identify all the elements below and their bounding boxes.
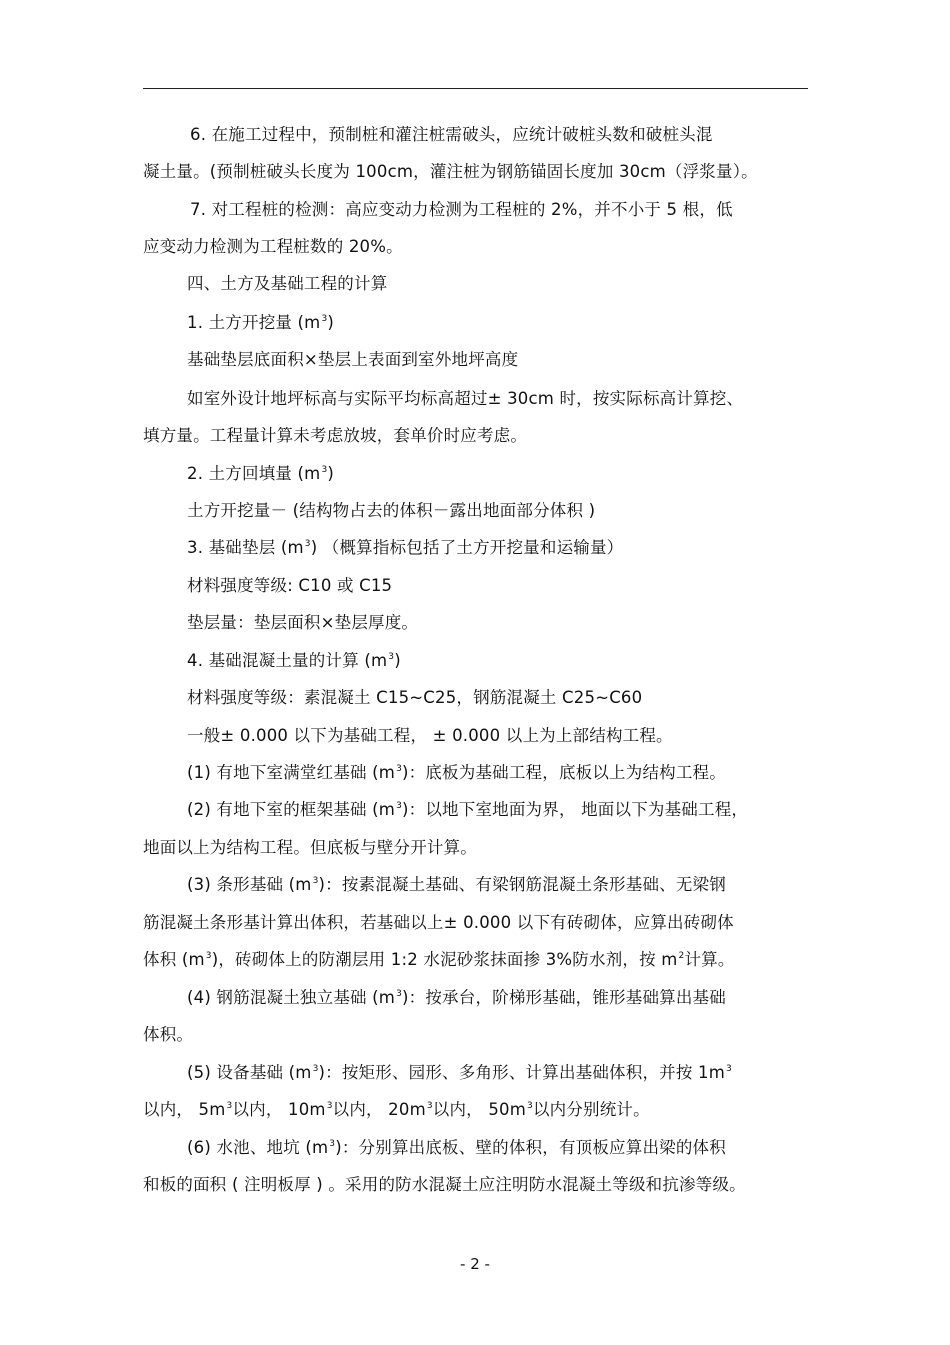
page-number: - 2 -	[460, 1255, 490, 1273]
text-line: 材料强度等级: C10 或 C15	[187, 576, 393, 595]
text-line: 以内， $5m^3$以内， $10m^3$以内， $20m^3$以内， $50m^3$以内分别统计。	[143, 1100, 650, 1119]
text-line: (5) 设备基础 $(m^3)$：按矩形、园形、多角形、计算出基础体积，并按 $1m^3$	[187, 1063, 732, 1082]
text-line: 体积。	[143, 1025, 194, 1044]
header-rule	[143, 88, 808, 89]
section-heading: 四、土方及基础工程的计算	[187, 274, 388, 293]
text-line: 一般± 0.000 以下为基础工程， ± 0.000 以上为上部结构工程。	[187, 726, 673, 745]
text-line: 材料强度等级：素混凝土 C15~C25，钢筋混凝土 C25~C60	[187, 688, 643, 707]
text-line: 筋混凝土条形基计算出体积，若基础以上± 0.000 以下有砖砌体，应算出砖砌体	[143, 913, 734, 932]
text-line: (1) 有地下室满堂红基础 $(m^3)$：底板为基础工程，底板以上为结构工程。	[187, 763, 726, 782]
text-line: 6. 在施工过程中，预制桩和灌注桩需破头，应统计破桩头数和破桩头混	[190, 125, 713, 144]
text-line: (6) 水池、地坑 $(m^3)$：分别算出底板、壁的体积，有顶板应算出梁的体积	[187, 1138, 726, 1157]
text-line: 基础垫层底面积×垫层上表面到室外地坪高度	[187, 350, 519, 369]
text-line: 4. 基础混凝土量的计算 $(m^3)$	[187, 651, 401, 670]
text-line: 和板的面积 ( 注明板厚 ) 。采用的防水混凝土应注明防水混凝土等级和抗渗等级。	[143, 1175, 746, 1194]
text-line: (2) 有地下室的框架基础 $(m^3)$：以地下室地面为界， 地面以下为基础工程，	[187, 800, 749, 819]
text-line: 应变动力检测为工程桩数的 20%。	[143, 237, 403, 256]
text-line: 1. 土方开挖量 $(m^3)$	[187, 313, 335, 332]
text-line: (3) 条形基础 $(m^3)$：按素混凝土基础、有梁钢筋混凝土条形基础、无梁钢	[187, 875, 726, 894]
text-line: (4) 钢筋混凝土独立基础 $(m^3)$：按承台，阶梯形基础，锥形基础算出基础	[187, 988, 726, 1007]
text-line: 填方量。工程量计算未考虑放坡，套单价时应考虑。	[143, 426, 528, 445]
text-line: 土方开挖量－ (结构物占去的体积－露出地面部分体积 )	[187, 501, 596, 520]
text-line: 凝土量。(预制桩破头长度为 100cm，灌注桩为钢筋锚固长度加 30cm（浮浆量）。	[143, 162, 758, 181]
text-line: 2. 土方回填量 $(m^3)$	[187, 464, 335, 483]
text-line: 地面以上为结构工程。但底板与壁分开计算。	[143, 838, 477, 857]
text-line: 如室外设计地坪标高与实际平均标高超过± 30cm 时，按实际标高计算挖、	[187, 389, 744, 408]
text-line: 垫层量：垫层面积×垫层厚度。	[187, 613, 419, 632]
text-line: 体积 $(m^3)$，砖砌体上的防潮层用 1:2 水泥砂浆抹面掺 3%防水剂，按 $m^2$计算。	[143, 950, 735, 969]
text-line: 7. 对工程桩的检测：高应变动力检测为工程桩的 2%，并不小于 5 根，低	[190, 200, 733, 219]
text-line: 3. 基础垫层 $(m^3)$ （概算指标包括了土方开挖量和运输量）	[187, 538, 624, 557]
